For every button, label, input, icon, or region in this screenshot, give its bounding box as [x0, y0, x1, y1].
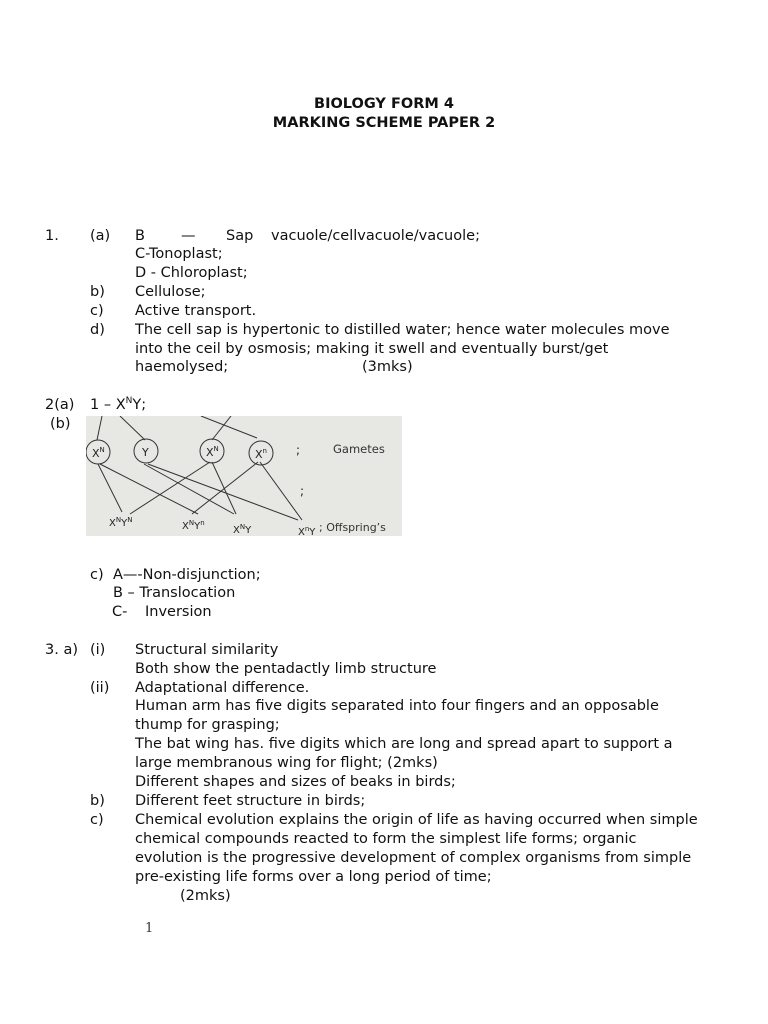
- page-subtitle: MARKING SCHEME PAPER 2: [272, 115, 496, 131]
- q1a-b-letter: B: [135, 228, 145, 244]
- q3a-ii-line2: thump for grasping;: [135, 717, 280, 733]
- q3c-label: c): [90, 812, 104, 828]
- q3c-line4: pre-existing life forms over a long period of time;: [135, 869, 492, 885]
- offsprings-label: ; Offspring’s: [319, 521, 386, 534]
- cross-lines: [97, 416, 305, 520]
- q1a-dash: —: [181, 228, 196, 244]
- q1d-label: d): [90, 322, 105, 338]
- q1b-text: Cellulose;: [135, 284, 206, 300]
- page-number: 1: [145, 921, 154, 936]
- q1a-vacuole: vacuole/cellvacuole/vacuole;: [271, 228, 480, 244]
- q1a-sap: Sap: [226, 228, 254, 244]
- q3a-ii-line4: large membranous wing for flight; (2mks): [135, 755, 438, 771]
- gametes-semicolon: ;: [296, 443, 301, 457]
- genetic-cross-diagram: [86, 416, 402, 536]
- q2a-answer: $1 - X^NY$;: [90, 396, 147, 413]
- gamete-label-1: $X^N$: [92, 446, 105, 460]
- q1a-c: C-Tonoplast;: [135, 246, 223, 262]
- q1a-d: D - Chloroplast;: [135, 265, 248, 281]
- q3a-ii-line1: Human arm has five digits separated into four fingers and an opposable: [135, 698, 659, 714]
- q1c-text: Active transport.: [135, 303, 257, 319]
- q1d-line2: into the ceil by osmosis; making it swell and eventually burst/get: [135, 341, 609, 357]
- q3a-ii-label: (ii): [90, 680, 110, 696]
- q1a-label: (a): [90, 228, 111, 244]
- offspring-4: $X^nY$: [298, 525, 316, 536]
- page-title: BIOLOGY FORM 4: [314, 96, 454, 112]
- q1-number: 1.: [45, 228, 59, 244]
- offspring-2: $X^NY^n$: [182, 519, 205, 532]
- q1d-line1: The cell sap is hypertonic to distilled water; hence water molecules move: [135, 322, 670, 338]
- q3a-ii-line5: Different shapes and sizes of beaks in birds;: [135, 774, 456, 790]
- q1d-marks: (3mks): [362, 359, 413, 375]
- q3c-line1: Chemical evolution explains the origin of life as having occurred when simple: [135, 812, 698, 828]
- gametes-label: Gametes: [333, 442, 385, 456]
- q3c-marks: (2mks): [180, 888, 231, 904]
- q3a-ii-title: Adaptational difference.: [135, 680, 310, 696]
- q3a-ii-line3: The bat wing has. five digits which are long and spread apart to support a: [135, 736, 673, 752]
- gamete-label-2: Y: [142, 446, 149, 459]
- q2c-b: B – Translocation: [113, 585, 236, 601]
- divider-semicolon: ;: [300, 484, 305, 498]
- q3b-label: b): [90, 793, 105, 809]
- q2b-label: (b): [50, 416, 71, 432]
- q2c-label: c): [90, 567, 104, 583]
- q3c-line3: evolution is the progressive development of complex organisms from simple: [135, 850, 692, 866]
- gamete-label-3: $X^N$: [206, 445, 219, 459]
- q2a-label: 2(a): [45, 397, 75, 413]
- q2c-a: A—-Non-disjunction;: [113, 567, 261, 583]
- gamete-label-4: $X^n$: [255, 447, 267, 461]
- q3a-i-label: (i): [90, 642, 106, 658]
- offspring-3: $X^NY$: [233, 523, 252, 536]
- q1c-label: c): [90, 303, 104, 319]
- q3a-i-text: Both show the pentadactly limb structure: [135, 661, 437, 677]
- q2c-c-text: Inversion: [145, 604, 212, 620]
- q1d-line3: haemolysed;: [135, 359, 229, 375]
- q3a-i-title: Structural similarity: [135, 642, 279, 658]
- q3a-label: 3. a): [45, 642, 78, 658]
- q3c-line2: chemical compounds reacted to form the simplest life forms; organic: [135, 831, 637, 847]
- q2c-c-letter: C-: [112, 604, 128, 620]
- q3b-text: Different feet structure in birds;: [135, 793, 366, 809]
- offspring-1: $X^NY^N$: [109, 516, 133, 529]
- q1b-label: b): [90, 284, 105, 300]
